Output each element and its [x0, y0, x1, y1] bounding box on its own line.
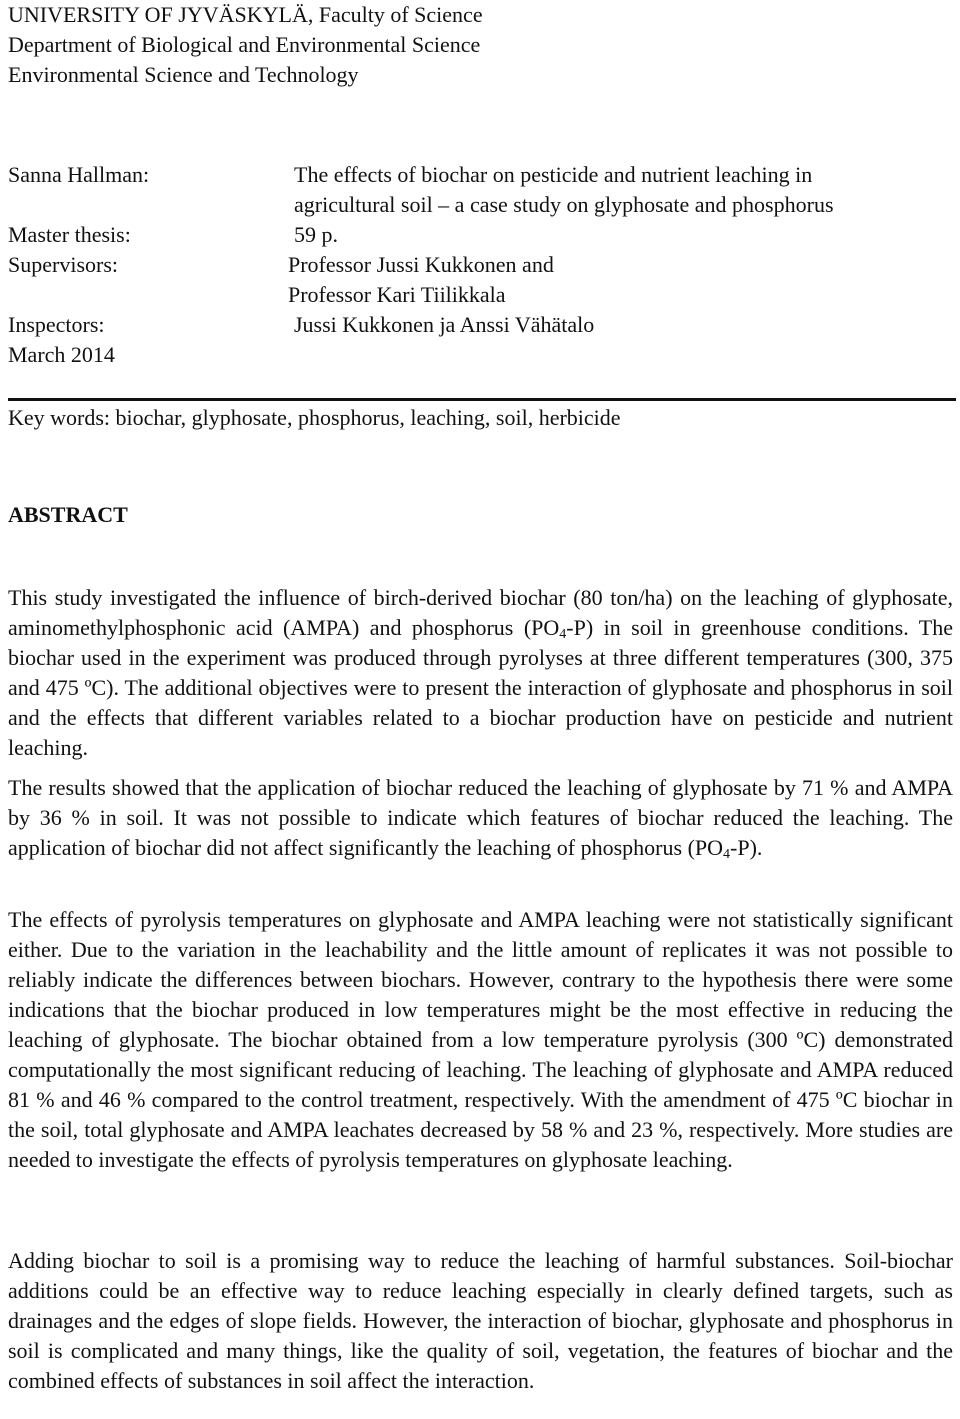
supervisors-label: Supervisors:: [8, 252, 118, 277]
page-count: 59 p.: [294, 222, 338, 247]
inspectors-label: Inspectors:: [8, 312, 105, 337]
inspectors-names: Jussi Kukkonen ja Anssi Vähätalo: [294, 312, 595, 337]
supervisor-2: Professor Kari Tiilikkala: [288, 282, 506, 307]
abstract-paragraph-3: The effects of pyrolysis temperatures on glyphosate and AMPA leaching were not statistically significant either. Due to the variation in the leachability and the little amount of replicates it was not possible to reliably indicate the differences between biochars. However, contrary to the hypothesis there were some indications that the biochar produced in low temperatures might be the most effective in reducing the leaching of glyphosate. The biochar obtained from a low temperature pyrolysis (300 ºC) demonstrated computationally the most significant reducing of leaching. The leaching of glyphosate and AMPA reduced 81 % and 46 % compared to the control treatment, respectively. With the amendment of 475 ºC biochar in the soil, total glyphosate and AMPA leachates decreased by 58 % and 23 %, respectively. More studies are needed to investigate the effects of pyrolysis temperatures on glyphosate leaching.: [8, 907, 953, 1172]
document-header: [8, 0, 483, 90]
university-line: UNIVERSITY OF JYVÄSKYLÄ, Faculty of Science: [8, 2, 483, 27]
program-line: Environmental Science and Technology: [8, 62, 359, 87]
divider-rule: [8, 398, 956, 401]
department-line: Department of Biological and Environmental Science: [8, 32, 481, 57]
abstract-heading: ABSTRACT: [8, 502, 128, 527]
supervisor-1: Professor Jussi Kukkonen and: [288, 252, 554, 277]
thesis-title-line2: agricultural soil – a case study on glyphosate and phosphorus: [294, 192, 834, 217]
thesis-title-line1: The effects of biochar on pesticide and nutrient leaching in: [294, 162, 813, 187]
keywords: Key words: biochar, glyphosate, phosphorus, leaching, soil, herbicide: [8, 405, 621, 430]
thesis-type-label: Master thesis:: [8, 222, 131, 247]
abstract-paragraph-2: The results showed that the application of biochar reduced the leaching of glyphosate by 71 % and AMPA by 36 % in soil. It was not possible to indicate which features of biochar reduced the leaching. The application of biochar did not affect significantly the leaching of phosphorus $(PO_4-P)$.: [8, 775, 953, 862]
abstract-paragraph-4: Adding biochar to soil is a promising way to reduce the leaching of harmful substances. Soil-biochar additions could be an effective way to reduce leaching especially in clearly defined targets, such as drainages and the edges of slope fields. However, the interaction of biochar, glyphosate and phosphorus in soil is complicated and many things, like the quality of soil, vegetation, the features of biochar and the combined effects of substances in soil affect the interaction.: [8, 1248, 953, 1393]
abstract-paragraph-1: This study investigated the influence of birch-derived biochar (80 ton/ha) on the leaching of glyphosate, aminomethylphosphonic acid (AMPA) and phosphorus $(PO_4-P)$ in soil in greenhouse conditions. The biochar used in the experiment was produced through pyrolyses at three different temperatures (300, 375 and 475 ºC). The additional objectives were to present the interaction of glyphosate and phosphorus in soil and the effects that different variables related to a biochar production have on pesticide and nutrient leaching.: [8, 585, 953, 760]
date: March 2014: [8, 342, 115, 367]
author-label: Sanna Hallman:: [8, 162, 150, 187]
